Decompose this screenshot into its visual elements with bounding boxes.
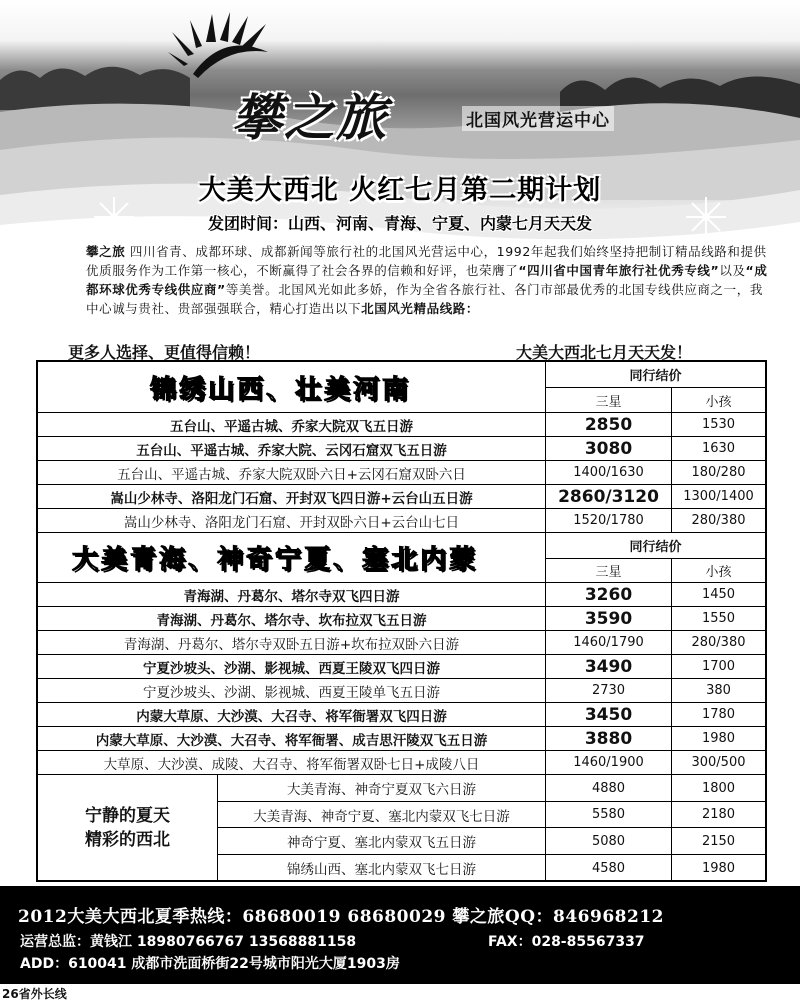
intro-brand: 攀之旅: [86, 244, 126, 259]
col-header-child: 小孩: [671, 387, 765, 412]
header-banner: [0, 0, 800, 255]
table-row: [38, 678, 765, 702]
table-row: [38, 484, 765, 508]
intro-paragraph: [86, 242, 776, 318]
table-row: [38, 508, 765, 532]
table-row: [38, 726, 765, 750]
route-name: 嵩山少林寺、洛阳龙门石窟、开封双卧六日+云台山七日: [123, 514, 460, 531]
table-row: [38, 606, 765, 630]
table-row: [38, 654, 765, 678]
table-row: [38, 582, 765, 606]
intro-quote-1: “四川省中国青年旅行社优秀专线”: [518, 263, 720, 278]
table-row: [38, 412, 765, 436]
price-child: 2180: [671, 802, 765, 827]
section-header-row: [38, 362, 765, 412]
route-name: 宁夏沙坡头、沙湖、影视城、西夏王陵单飞五日游: [143, 684, 440, 701]
table-row: [38, 702, 765, 726]
price-3star: 3590: [545, 607, 671, 630]
route-name: 大美青海、神奇宁夏双飞六日游: [287, 782, 476, 798]
price-3star: 5580: [545, 802, 671, 827]
route-name: 青海湖、丹葛尔、塔尔寺双飞四日游: [183, 588, 400, 605]
combo-block: [38, 774, 765, 880]
combo-label: [38, 775, 218, 880]
route-name: 内蒙大草原、大沙漠、大召寺、将军衙署双飞四日游: [136, 708, 447, 725]
price-child: 280/380: [671, 509, 765, 532]
combo-label-line-2: 精彩的西北: [85, 829, 170, 850]
table-row: [38, 750, 765, 774]
section-header-row: [38, 532, 765, 582]
price-3star: 2860/3120: [545, 485, 671, 508]
combo-row: [218, 801, 765, 827]
price-3star: 1460/1900: [545, 751, 671, 774]
price-3star: 3880: [545, 727, 671, 750]
sun-rays-icon: [168, 12, 278, 82]
hotline: 2012大美大西北夏季热线：68680019 68680029 攀之旅QQ：846968212: [18, 907, 664, 927]
price-child: 380: [671, 679, 765, 702]
route-name: 大美青海、神奇宁夏、塞北内蒙双飞七日游: [253, 808, 510, 825]
intro-text-2: 等美誉。北国风光如此多娇，作为全省各旅行社、各门市部最优秀的北国专线供应商之一，我中心诚与贵社、贵部强强联合，精心打造出以下: [86, 282, 763, 316]
route-name: 宁夏沙坡头、沙湖、影视城、西夏王陵双飞四日游: [143, 660, 440, 677]
price-3star: 3080: [545, 437, 671, 460]
price-table: [36, 360, 767, 882]
price-group-header: 同行结价: [545, 533, 765, 558]
page-title: 大美大西北 火红七月第二期计划: [198, 175, 602, 206]
price-child: 300/500: [671, 751, 765, 774]
manager-contact: [20, 931, 645, 951]
price-child: 1980: [671, 855, 765, 881]
route-name: 五台山、平遥古城、乔家大院、云冈石窟双飞五日游: [136, 442, 447, 459]
price-3star: 3450: [545, 703, 671, 726]
price-child: 2150: [671, 828, 765, 854]
slogan-right: 大美大西北七月天天发！: [516, 343, 693, 362]
route-name: 五台山、平遥古城、乔家大院双卧六日+云冈石窟双卧六日: [117, 466, 466, 483]
intro-highlight: 北国风光精品线路：: [361, 301, 480, 316]
route-name: 内蒙大草原、大沙漠、大召寺、将军衙署、成吉思汗陵双飞五日游: [95, 732, 488, 749]
price-child: 1550: [671, 607, 765, 630]
combo-row: [218, 775, 765, 801]
price-child: 1300/1400: [671, 485, 765, 508]
combo-label-line-1: 宁静的夏天: [85, 805, 170, 826]
col-header-3star: 三星: [545, 387, 671, 412]
table-row: [38, 436, 765, 460]
route-name: 神奇宁夏、塞北内蒙双飞五日游: [287, 835, 476, 851]
section-title: 锦绣山西、壮美河南: [150, 374, 412, 405]
page-section-tag: 26省外长线: [2, 987, 67, 1000]
price-child: 1800: [671, 775, 765, 801]
price-child: 1450: [671, 583, 765, 606]
price-3star: 3490: [545, 655, 671, 678]
route-name: 锦绣山西、塞北内蒙双飞七日游: [287, 862, 476, 878]
company-name: 北国风光营运中心: [462, 106, 614, 131]
price-3star: 2850: [545, 413, 671, 436]
col-header-3star: 三星: [545, 558, 671, 583]
departure-schedule: 发团时间：山西、河南、青海、宁夏、内蒙七月天天发: [207, 214, 592, 233]
price-child: 180/280: [671, 461, 765, 484]
section-title: 大美青海、神奇宁夏、塞北内蒙: [72, 545, 479, 575]
route-name: 青海湖、丹葛尔、塔尔寺、坎布拉双飞五日游: [156, 612, 427, 629]
slogan-left: 更多人选择、更值得信赖！: [68, 343, 261, 362]
price-child: 1530: [671, 413, 765, 436]
price-child: 1700: [671, 655, 765, 678]
price-3star: 5080: [545, 828, 671, 854]
price-3star: 2730: [545, 679, 671, 702]
brand-logo-text: 攀之旅: [232, 88, 388, 147]
price-group-header: 同行结价: [545, 362, 765, 387]
intro-quote-2: “成都环球优秀专线供应商”: [86, 263, 768, 297]
price-3star: 3260: [545, 583, 671, 606]
combo-row: [218, 854, 765, 881]
route-name: 嵩山少林寺、洛阳龙门石窟、开封双飞四日游+云台山五日游: [110, 490, 473, 507]
price-3star: 1520/1780: [545, 509, 671, 532]
route-name: 五台山、平遥古城、乔家大院双飞五日游: [170, 418, 413, 435]
price-3star: 1460/1790: [545, 631, 671, 654]
price-child: 280/380: [671, 631, 765, 654]
address: ADD：610041 成都市洗面桥街22号城市阳光大厦1903房: [20, 956, 400, 972]
price-3star: 1400/1630: [545, 461, 671, 484]
price-3star: 4880: [545, 775, 671, 801]
contact-footer: [0, 886, 800, 984]
combo-row: [218, 827, 765, 854]
fax-number: FAX：028-85567337: [488, 934, 645, 950]
intro-text-1: 四川省青、成都环球、成都新闻等旅行社的北国风光营运中心，1992年起我们始终坚持把制订精品线路和提供优质服务作为工作第一核心，不断赢得了社会各界的信赖和好评，也荣膺了: [86, 244, 767, 278]
price-child: 1980: [671, 727, 765, 750]
table-row: [38, 630, 765, 654]
col-header-child: 小孩: [671, 558, 765, 583]
price-3star: 4580: [545, 855, 671, 881]
price-child: 1780: [671, 703, 765, 726]
route-name: 大草原、大沙漠、成陵、大召寺、将军衙署双卧七日+成陵八日: [103, 756, 480, 773]
table-row: [38, 460, 765, 484]
manager-line: 运营总监：黄钱江 18980766767 13568881158: [20, 934, 357, 950]
price-child: 1630: [671, 437, 765, 460]
intro-text-mid: 以及: [719, 263, 746, 278]
route-name: 青海湖、丹葛尔、塔尔寺双卧五日游+坎布拉双卧六日游: [123, 636, 460, 653]
